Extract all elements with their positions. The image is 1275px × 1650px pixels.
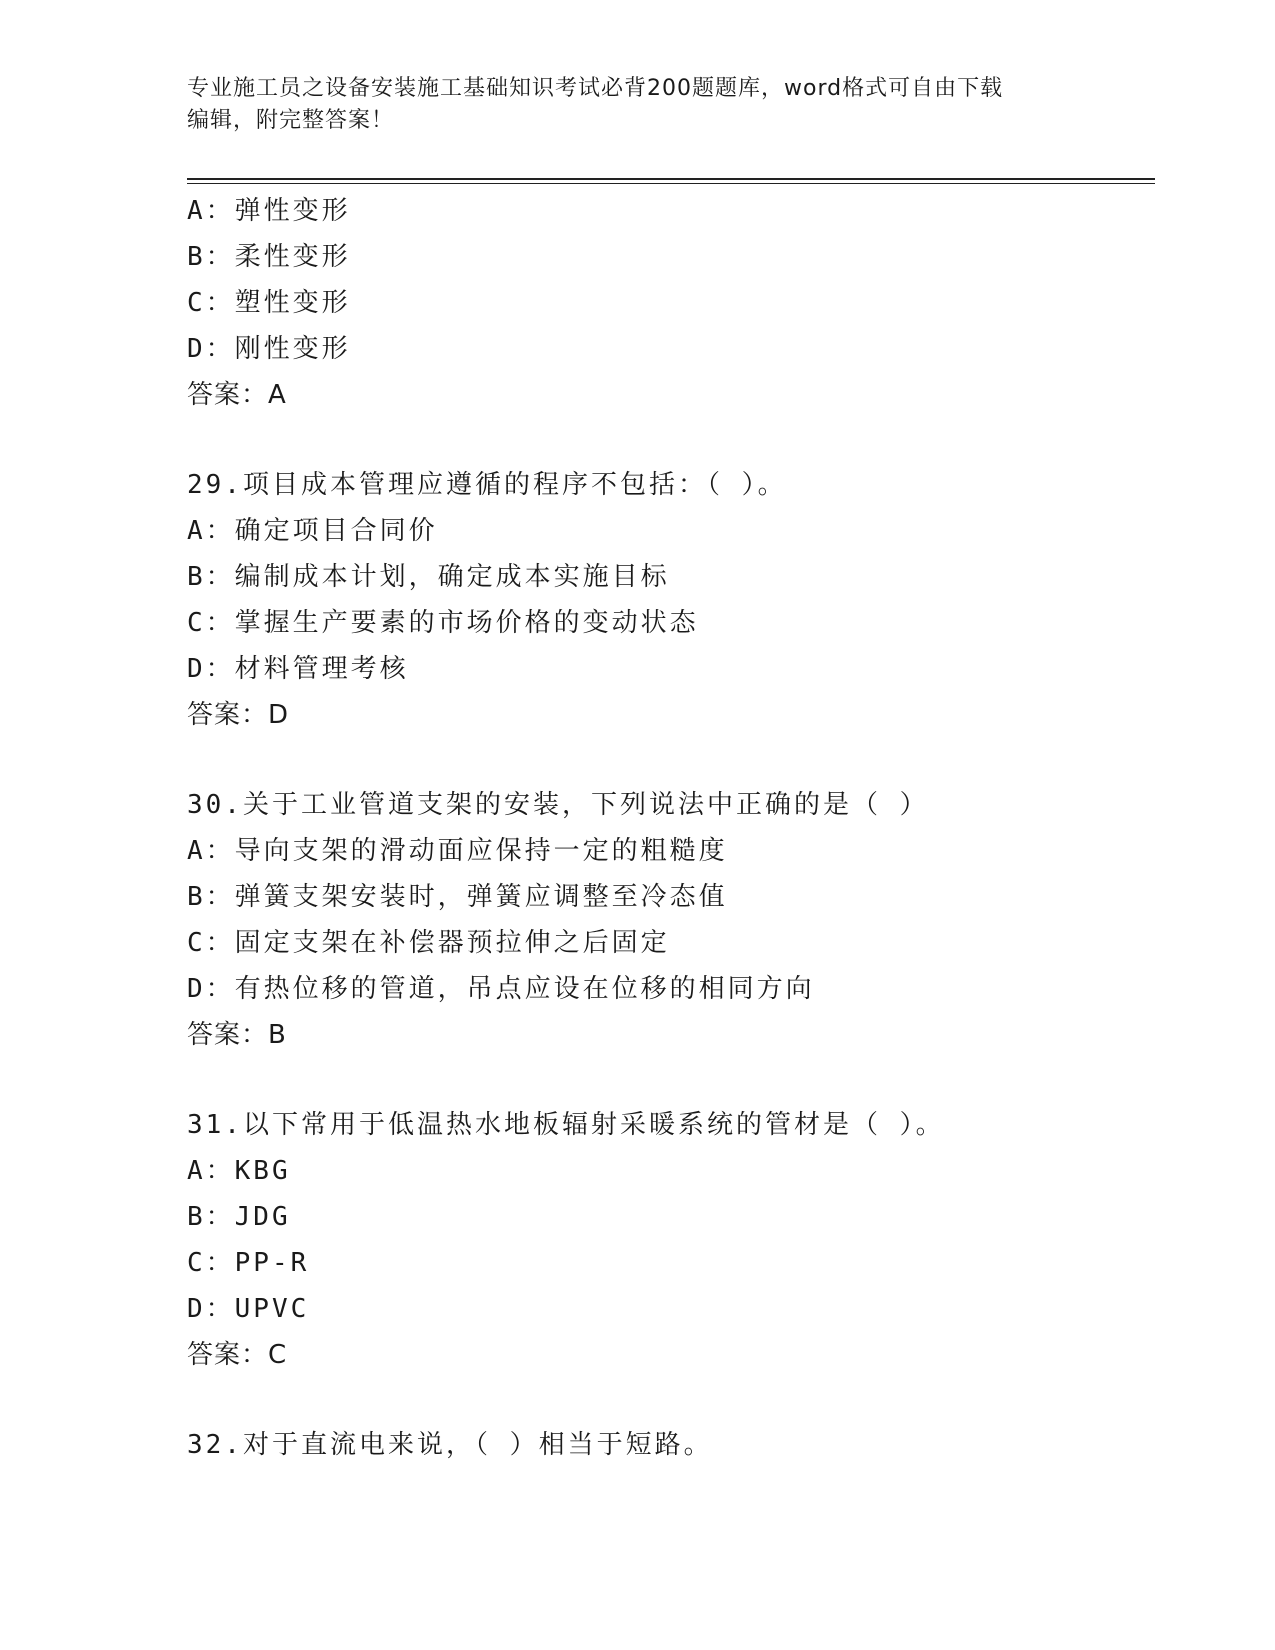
- question-title: 32.对于直流电来说，（ ）相当于短路。: [187, 1430, 713, 1460]
- option-b: B：编制成本计划，确定成本实施目标: [187, 562, 670, 592]
- option-c: C：PP-R: [187, 1248, 310, 1278]
- option-c: C：塑性变形: [187, 288, 351, 318]
- question-28: [187, 188, 1147, 418]
- answer: 答案：B: [187, 1020, 287, 1050]
- option-a: A：确定项目合同价: [187, 516, 438, 546]
- header-divider-thin: [187, 183, 1155, 184]
- option-a: A：弹性变形: [187, 196, 351, 226]
- option-b: B：柔性变形: [187, 242, 351, 272]
- answer: 答案：A: [187, 380, 287, 410]
- option-a: A：KBG: [187, 1156, 291, 1186]
- header-divider-thick: [187, 178, 1155, 180]
- option-c: C：掌握生产要素的市场价格的变动状态: [187, 608, 699, 638]
- option-d: D：材料管理考核: [187, 654, 409, 684]
- question-31: [187, 1102, 1147, 1378]
- option-a: A：导向支架的滑动面应保持一定的粗糙度: [187, 836, 728, 866]
- question-29: [187, 462, 1147, 738]
- question-title: 30.关于工业管道支架的安装，下列说法中正确的是（ ）: [187, 790, 929, 820]
- option-c: C：固定支架在补偿器预拉伸之后固定: [187, 928, 670, 958]
- answer: 答案：C: [187, 1340, 288, 1370]
- option-b: B：弹簧支架安装时，弹簧应调整至冷态值: [187, 882, 728, 912]
- answer: 答案：D: [187, 700, 290, 730]
- question-30: [187, 782, 1147, 1058]
- question-list: [187, 188, 1147, 1468]
- document-header: [187, 73, 1087, 137]
- option-d: D：有热位移的管道，吊点应设在位移的相同方向: [187, 974, 815, 1004]
- header-line-2: 编辑，附完整答案！: [187, 108, 395, 133]
- header-line-1: 专业施工员之设备安装施工基础知识考试必背200题题库，word格式可自由下载: [187, 76, 1004, 101]
- option-b: B：JDG: [187, 1202, 291, 1232]
- question-32: [187, 1422, 1147, 1468]
- option-d: D：UPVC: [187, 1294, 310, 1324]
- question-title: 29.项目成本管理应遵循的程序不包括：（ ）。: [187, 470, 787, 500]
- question-title: 31.以下常用于低温热水地板辐射采暖系统的管材是（ ）。: [187, 1110, 945, 1140]
- option-d: D：刚性变形: [187, 334, 351, 364]
